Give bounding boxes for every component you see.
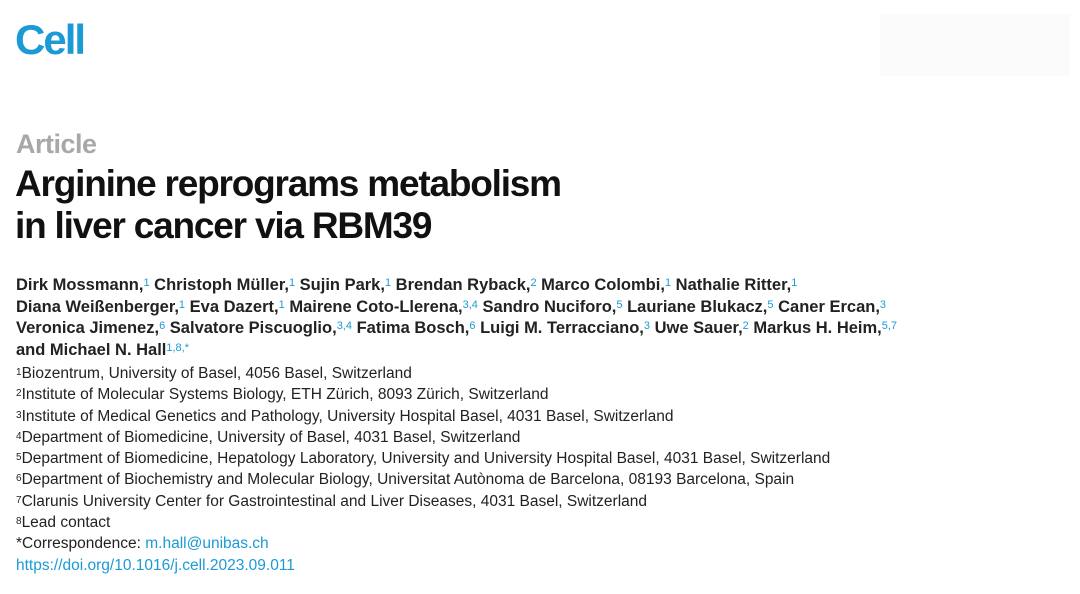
author-affiliation-marker[interactable]: 1 xyxy=(278,298,285,311)
author-affiliation-marker[interactable]: 2 xyxy=(742,320,749,332)
journal-logo: Cell xyxy=(15,16,85,63)
author-affiliation-marker[interactable]: 5,7 xyxy=(881,320,898,332)
author-name-text: Markus H. Heim, xyxy=(753,319,882,337)
affiliation-item xyxy=(16,363,1066,384)
author-name xyxy=(289,298,478,316)
affiliation-number: 6 xyxy=(16,473,22,485)
author-name-text: Caner Ercan, xyxy=(778,297,880,316)
author-affiliation-marker[interactable]: 2 xyxy=(530,277,537,289)
header-blank-area xyxy=(880,14,1070,76)
author-affiliation-marker[interactable]: 3 xyxy=(879,298,887,311)
affiliation-item xyxy=(16,491,1066,512)
author-name xyxy=(170,319,352,337)
author-name xyxy=(190,298,285,316)
author-affiliation-marker[interactable]: 3,4 xyxy=(462,298,478,311)
affiliation-number: 5 xyxy=(16,452,22,464)
author-affiliation-marker[interactable]: 1 xyxy=(143,277,150,289)
author-name-text: Lauriane Blukacz, xyxy=(627,297,768,316)
doi-link[interactable]: https://doi.org/10.1016/j.cell.2023.09.011 xyxy=(16,556,295,574)
author-name xyxy=(676,276,798,294)
article-title: Arginine reprograms metabolism in liver cancer via RBM39 xyxy=(15,163,561,246)
correspondence-line xyxy=(16,533,1066,554)
author-affiliation-marker[interactable]: 5 xyxy=(616,298,623,311)
affiliation-item xyxy=(16,384,1066,405)
affiliation-text: Department of Biomedicine, Hepatology Laboratory, University and University Hospital Basel, 4031 Basel, Switzerland xyxy=(21,450,831,468)
article-type-label: Article xyxy=(16,129,97,159)
author-name xyxy=(778,298,886,316)
affiliation-item xyxy=(16,469,1066,490)
author-name-text: Sandro Nuciforo, xyxy=(482,297,617,316)
author-affiliation-marker[interactable]: 6 xyxy=(159,320,166,332)
author-name xyxy=(483,298,623,316)
author-affiliation-marker[interactable]: 3,4 xyxy=(336,320,352,332)
author-name-text: Salvatore Piscuoglio, xyxy=(169,319,337,337)
affiliation-list xyxy=(16,363,1066,576)
author-name-text: Christoph Müller, xyxy=(154,276,289,294)
author-name xyxy=(16,341,189,359)
affiliation-text: Biozentrum, University of Basel, 4056 Basel, Switzerland xyxy=(21,365,412,382)
author-name-text: Nathalie Ritter, xyxy=(675,276,792,294)
affiliation-text: Clarunis University Center for Gastrointestinal and Liver Diseases, 4031 Basel, Switzerland xyxy=(21,492,648,510)
affiliation-text: Department of Biochemistry and Molecular Biology, Universitat Autònoma de Barcelona, 08193 Barcelona, Spain xyxy=(21,471,795,489)
author-name xyxy=(396,276,537,294)
author-name-text: Diana Weißenberger, xyxy=(16,297,179,316)
author-list xyxy=(16,275,1066,361)
author-name-text: Sujin Park, xyxy=(299,276,385,294)
affiliation-item xyxy=(16,512,1066,533)
author-name-text: Luigi M. Terracciano, xyxy=(480,319,644,337)
author-name-text: Marco Colombi, xyxy=(541,276,665,294)
author-affiliation-marker[interactable]: 5 xyxy=(767,298,774,311)
author-affiliation-marker[interactable]: 1 xyxy=(664,277,672,289)
author-name-text: Uwe Sauer, xyxy=(654,319,743,337)
author-name-text: Eva Dazert, xyxy=(189,297,279,316)
author-name xyxy=(300,276,391,294)
author-name xyxy=(655,319,749,337)
author-affiliation-marker[interactable]: 1 xyxy=(791,277,798,289)
affiliation-number: 7 xyxy=(16,494,22,506)
author-name-text: and Michael N. Hall xyxy=(16,340,167,359)
affiliation-text: Lead contact xyxy=(21,514,111,532)
author-affiliation-marker[interactable]: 3 xyxy=(643,320,651,332)
affiliation-text: Institute of Medical Genetics and Pathology, University Hospital Basel, 4031 Basel, Switzerland xyxy=(21,407,674,425)
author-name-text: Brendan Ryback, xyxy=(395,276,531,294)
author-name xyxy=(357,319,476,337)
correspondence-email-link[interactable]: m.hall@unibas.ch xyxy=(145,535,269,553)
affiliation-item xyxy=(16,406,1066,427)
author-name xyxy=(627,298,773,316)
author-name xyxy=(753,319,897,337)
author-affiliation-marker[interactable]: 1,8,* xyxy=(166,341,190,354)
author-affiliation-marker[interactable]: 1 xyxy=(288,277,296,289)
author-affiliation-marker[interactable]: 1 xyxy=(178,298,186,311)
author-name xyxy=(541,276,671,294)
author-name xyxy=(16,319,165,337)
author-name xyxy=(480,319,650,337)
author-name xyxy=(154,276,295,294)
affiliation-item xyxy=(16,448,1066,469)
author-name-text: Mairene Coto-Llerena, xyxy=(289,297,463,316)
author-name-text: Veronica Jimenez, xyxy=(16,319,160,337)
affiliation-number: 8 xyxy=(16,516,22,528)
affiliation-text: Department of Biomedicine, University of Basel, 4031 Basel, Switzerland xyxy=(21,428,521,446)
author-affiliation-marker[interactable]: 1 xyxy=(384,277,392,289)
affiliation-number: 1 xyxy=(16,367,22,378)
affiliation-number: 3 xyxy=(16,409,22,421)
correspondence-label: *Correspondence: xyxy=(16,535,146,553)
author-name xyxy=(16,276,150,294)
author-affiliation-marker[interactable]: 6 xyxy=(469,320,476,332)
affiliation-number: 2 xyxy=(16,388,22,400)
author-name-text: Fatima Bosch, xyxy=(356,319,470,337)
affiliation-text: Institute of Molecular Systems Biology, ETH Zürich, 8093 Zürich, Switzerland xyxy=(21,386,549,404)
affiliation-number: 4 xyxy=(16,430,22,442)
affiliation-item xyxy=(16,427,1066,448)
author-name xyxy=(16,298,185,316)
author-name-text: Dirk Mossmann, xyxy=(16,276,144,294)
